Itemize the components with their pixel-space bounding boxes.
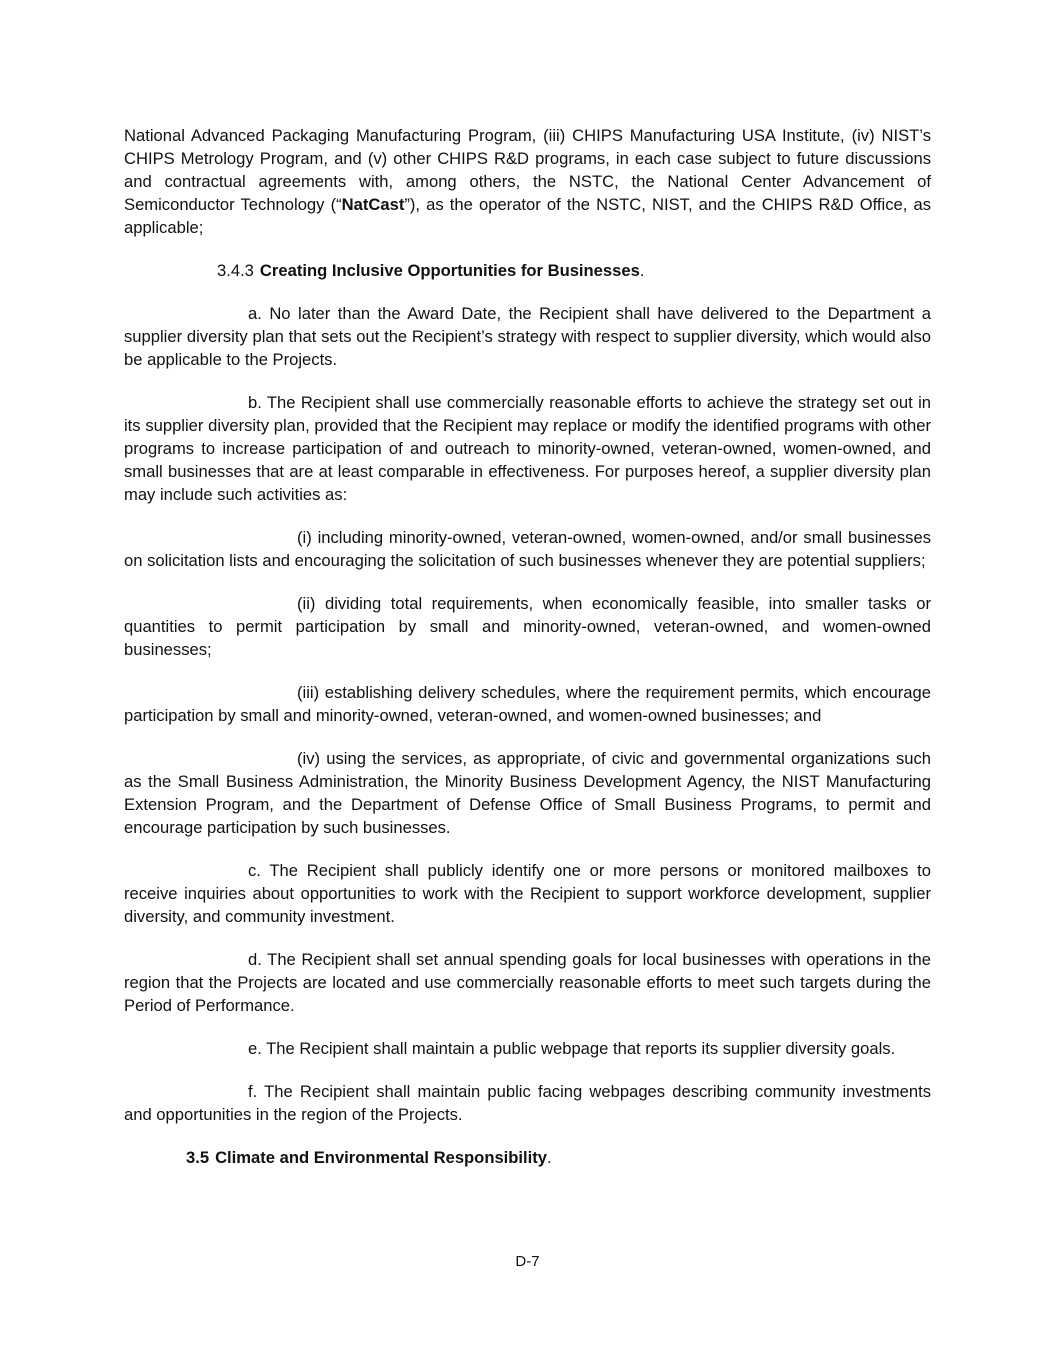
section-3-4-3-period: .	[639, 261, 645, 280]
section-3-4-3-title: Creating Inclusive Opportunities for Businesses	[259, 261, 640, 280]
intro-text-start: National Advanced Packaging Manufacturing Program, (iii) CHIPS Manufacturing USA Institute, (iv) NIST’s CHIPS Metrology Program, and (v) other CHIPS R&D programs, in each case subject to future discussions and contractual agreements with, among others, the NSTC, the National Center Advancement of Semiconductor Technology (“	[124, 126, 931, 214]
section-3-5-heading	[124, 1146, 931, 1169]
item-b-iii-paragraph: (iii) establishing delivery schedules, where the requirement permits, which encourage participation by small and minority-owned, veteran-owned, and women-owned businesses; and	[124, 683, 931, 725]
item-c-paragraph: c. The Recipient shall publicly identify one or more persons or monitored mailboxes to receive inquiries about opportunities to work with the Recipient to support workforce development, supplier diversity, and community investment.	[124, 861, 931, 926]
intro-paragraph	[124, 124, 931, 239]
section-3-4-3-number: 3.4.3	[217, 261, 254, 280]
item-d-paragraph: d. The Recipient shall set annual spending goals for local businesses with operations in the region that the Projects are located and use commercially reasonable efforts to meet such targets during the Period of Performance.	[124, 950, 931, 1015]
intro-text-end: ”), as the operator of the NSTC, NIST, and the CHIPS R&D Office, as applicable;	[124, 195, 931, 237]
page-content	[124, 124, 931, 1169]
item-b-ii-paragraph: (ii) dividing total requirements, when economically feasible, into smaller tasks or quantities to permit participation by small and minority-owned, veteran-owned, and women-owned businesses;	[124, 594, 931, 659]
item-b-i-paragraph: (i) including minority-owned, veteran-owned, women-owned, and/or small businesses on solicitation lists and encouraging the solicitation of such businesses whenever they are potential suppliers;	[124, 528, 931, 570]
item-e-paragraph: e. The Recipient shall maintain a public webpage that reports its supplier diversity goals.	[248, 1039, 896, 1058]
item-b-paragraph: b. The Recipient shall use commercially reasonable efforts to achieve the strategy set out in its supplier diversity plan, provided that the Recipient may replace or modify the identified programs with other programs to increase participation of and outreach to minority-owned, veteran-owned, women-owned, and small businesses that are at least comparable in effectiveness. For purposes hereof, a supplier diversity plan may include such activities as:	[124, 393, 931, 504]
section-3-4-3-heading	[124, 259, 931, 282]
item-a-paragraph: a. No later than the Award Date, the Recipient shall have delivered to the Department a supplier diversity plan that sets out the Recipient’s strategy with respect to supplier diversity, which would also be applicable to the Projects.	[124, 304, 931, 369]
item-f-paragraph: f. The Recipient shall maintain public facing webpages describing community investments and opportunities in the region of the Projects.	[124, 1082, 931, 1124]
page-number: D-7	[515, 1253, 540, 1270]
item-b-iv-paragraph: (iv) using the services, as appropriate, of civic and governmental organizations such as the Small Business Administration, the Minority Business Development Agency, the NIST Manufacturing Extension Program, and the Department of Defense Office of Small Business Programs, to permit and encourage participation by such businesses.	[124, 749, 931, 837]
section-3-5-title: Climate and Environmental Responsibility	[215, 1148, 548, 1167]
section-3-5-period: .	[547, 1148, 552, 1167]
natcast-term: NatCast	[341, 195, 405, 214]
section-3-5-number: 3.5	[186, 1148, 210, 1167]
